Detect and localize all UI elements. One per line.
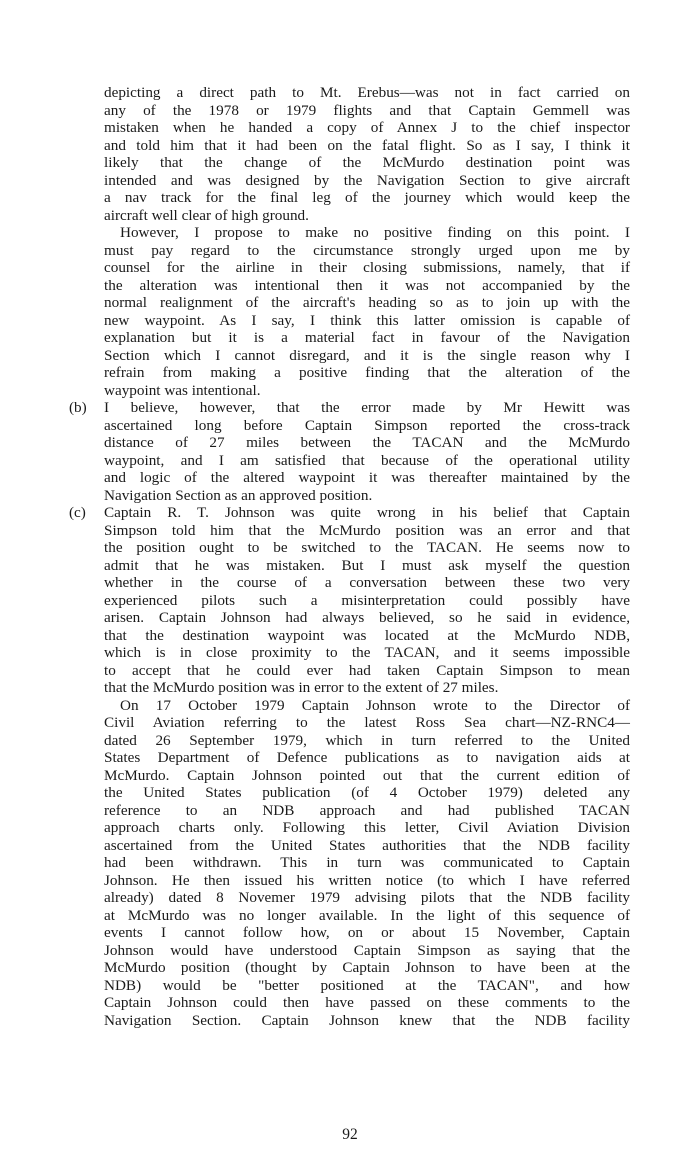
text-line: experienced pilots such a misinterpretation could possibly have [104, 591, 630, 609]
text-line: On 17 October 1979 Captain Johnson wrote to the Director of [120, 696, 630, 714]
text-line: ascertained long before Captain Simpson reported the cross-track [104, 416, 630, 434]
text-line: However, I propose to make no positive finding on this point. I [120, 224, 630, 241]
text-line: waypoint, and I am satisfied that because of the operational utility [104, 451, 630, 469]
text-line: Johnson would have understood Captain Simpson as saying that the [104, 941, 630, 959]
text-line: dated 26 September 1979, which in turn referred to the United [104, 731, 630, 749]
text-line: whether in the course of a conversation between these two very [104, 574, 630, 591]
text-line: I believe, however, that the error made by Mr Hewitt was [104, 399, 630, 416]
text-line: the alteration was intentional then it was not accompanied by the [104, 276, 630, 294]
text-line: a nav track for the final leg of the journey which would keep the [104, 189, 630, 206]
item-label-c: (c) [69, 504, 86, 521]
text-line: Captain R. T. Johnson was quite wrong in his belief that Captain [104, 504, 630, 521]
text-line: reference to an NDB approach and had published TACAN [104, 801, 630, 819]
text-line: at McMurdo was no longer available. In the light of this sequence of [104, 906, 630, 924]
text-line: Section which I cannot disregard, and it is the single reason why I [104, 346, 630, 364]
text-line: approach charts only. Following this letter, Civil Aviation Division [104, 819, 630, 836]
text-line: the position ought to be switched to the TACAN. He seems now to [104, 539, 630, 556]
text-line: refrain from making a positive finding that the alteration of the [104, 364, 630, 381]
text-line: new waypoint. As I say, I think this latter omission is capable of [104, 311, 630, 329]
text-line: any of the 1978 or 1979 flights and that Captain Gemmell was [104, 101, 630, 119]
text-line: NDB) would be "better positioned at the TACAN", and how [104, 976, 630, 994]
text-line: McMurdo position (thought by Captain Johnson to have been at the [104, 959, 630, 976]
text-line: Navigation Section as an approved position. [104, 486, 373, 504]
text-line: Simpson told him that the McMurdo position was an error and that [104, 521, 630, 539]
text-line: McMurdo. Captain Johnson pointed out that the current edition of [104, 766, 630, 784]
text-line: normal realignment of the aircraft's heading so as to join up with the [104, 294, 630, 311]
text-line: likely that the change of the McMurdo destination point was [104, 154, 630, 171]
text-line: ascertained from the United States authorities that the NDB facility [104, 836, 630, 854]
text-line: and logic of the altered waypoint it was thereafter maintained by the [104, 469, 630, 486]
text-line: must pay regard to the circumstance strongly urged upon me by [104, 241, 630, 259]
text-line: that the destination waypoint was located at the McMurdo NDB, [104, 626, 630, 644]
text-line: States Department of Defence publications as to navigation aids at [104, 749, 630, 766]
text-line: Civil Aviation referring to the latest Ross Sea chart—NZ-RNC4— [104, 714, 630, 731]
text-line: and told him that it had been on the fatal flight. So as I say, I think it [104, 136, 630, 154]
text-line: mistaken when he handed a copy of Annex J to the chief inspector [104, 119, 630, 136]
text-line: the United States publication (of 4 October 1979) deleted any [104, 784, 630, 801]
text-line: already) dated 8 Novemer 1979 advising pilots that the NDB facility [104, 889, 630, 906]
text-line: Navigation Section. Captain Johnson knew that the NDB facility [104, 1011, 630, 1029]
text-line: intended and was designed by the Navigation Section to give aircraft [104, 171, 630, 189]
text-line: Johnson. He then issued his written notice (to which I have referred [104, 871, 630, 889]
text-line: counsel for the airline in their closing submissions, namely, that if [104, 259, 630, 276]
text-line: distance of 27 miles between the TACAN and the McMurdo [104, 434, 630, 451]
text-line: to accept that he could ever had taken Captain Simpson to mean [104, 661, 630, 679]
text-line: had been withdrawn. This in turn was communicated to Captain [104, 854, 630, 871]
text-line: arisen. Captain Johnson had always believed, so he said in evidence, [104, 609, 630, 626]
text-line: that the McMurdo position was in error to the extent of 27 miles. [104, 679, 499, 696]
text-line: depicting a direct path to Mt. Erebus—was not in fact carried on [104, 84, 630, 101]
text-line: admit that he was mistaken. But I must ask myself the question [104, 556, 630, 574]
text-line: Captain Johnson could then have passed on these comments to the [104, 994, 630, 1011]
page-number: 92 [342, 1126, 358, 1143]
text-line: events I cannot follow how, on or about 15 November, Captain [104, 924, 630, 941]
text-line: which is in close proximity to the TACAN, and it seems impossible [104, 644, 630, 661]
text-line: waypoint was intentional. [104, 381, 261, 399]
item-label-b: (b) [69, 399, 87, 416]
text-line: explanation but it is a material fact in favour of the Navigation [104, 329, 630, 346]
text-line: aircraft well clear of high ground. [104, 206, 309, 224]
